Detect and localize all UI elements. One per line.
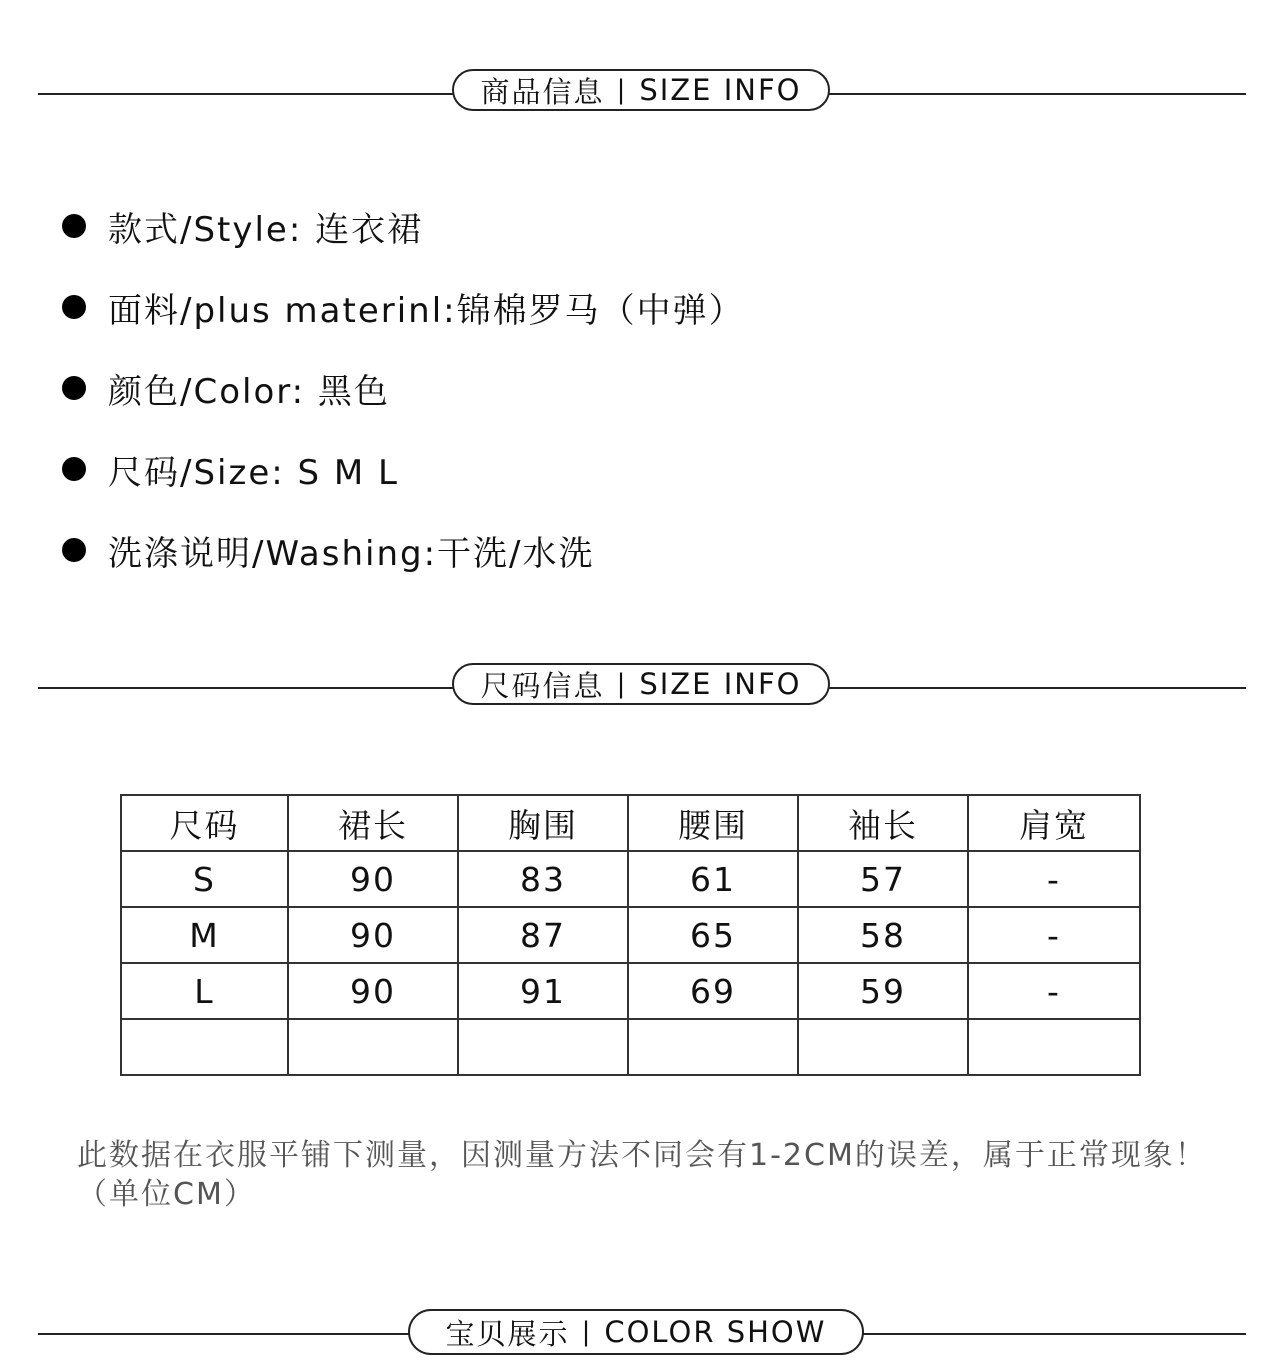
info-text: 款式/Style: 连衣裙 bbox=[108, 209, 424, 250]
table-row bbox=[121, 851, 1140, 907]
size-info-header bbox=[38, 663, 1246, 713]
table-row bbox=[121, 963, 1140, 1019]
table-header-cell: 胸围 bbox=[458, 795, 628, 851]
table-header-row bbox=[121, 795, 1140, 851]
table-header-cell: 袖长 bbox=[798, 795, 968, 851]
table-header-cell: 裙长 bbox=[288, 795, 458, 851]
table-cell: 59 bbox=[798, 963, 968, 1019]
info-style bbox=[62, 204, 423, 248]
table-cell: - bbox=[968, 851, 1140, 907]
table-cell: 90 bbox=[288, 907, 458, 963]
header-separator: | bbox=[616, 75, 628, 105]
table-cell: 90 bbox=[288, 963, 458, 1019]
table-cell bbox=[798, 1019, 968, 1075]
bullet-icon bbox=[62, 376, 86, 400]
info-text: 尺码/Size: S M L bbox=[108, 452, 399, 493]
table-cell bbox=[968, 1019, 1140, 1075]
table-cell: - bbox=[968, 963, 1140, 1019]
header-separator: | bbox=[616, 669, 628, 699]
header-cn: 尺码信息 bbox=[480, 668, 605, 703]
info-text: 面料/plus materinl:锦棉罗马（中弹） bbox=[108, 290, 745, 331]
header-cn: 商品信息 bbox=[480, 74, 605, 109]
table-cell: L bbox=[121, 963, 288, 1019]
info-washing bbox=[62, 528, 594, 572]
table-cell: M bbox=[121, 907, 288, 963]
header-en: SIZE INFO bbox=[639, 73, 802, 107]
info-size bbox=[62, 447, 399, 491]
bullet-icon bbox=[62, 295, 86, 319]
table-cell: 91 bbox=[458, 963, 628, 1019]
bullet-icon bbox=[62, 457, 86, 481]
product-info-header bbox=[38, 69, 1246, 119]
table-cell: 57 bbox=[798, 851, 968, 907]
table-row bbox=[121, 907, 1140, 963]
table-cell bbox=[288, 1019, 458, 1075]
header-pill bbox=[452, 69, 830, 111]
measurement-note: 此数据在衣服平铺下测量，因测量方法不同会有1-2CM的误差，属于正常现象！（单位CM） bbox=[77, 1138, 1207, 1212]
table-header-cell: 肩宽 bbox=[968, 795, 1140, 851]
header-en: COLOR SHOW bbox=[604, 1315, 827, 1349]
info-material bbox=[62, 285, 745, 329]
header-en: SIZE INFO bbox=[639, 667, 802, 701]
table-cell: 69 bbox=[628, 963, 798, 1019]
table-cell: 83 bbox=[458, 851, 628, 907]
info-text: 洗涤说明/Washing:干洗/水洗 bbox=[108, 533, 595, 574]
bullet-icon bbox=[62, 214, 86, 238]
header-cn: 宝贝展示 bbox=[445, 1316, 570, 1351]
table-cell: S bbox=[121, 851, 288, 907]
table-cell: 87 bbox=[458, 907, 628, 963]
header-separator: | bbox=[581, 1317, 593, 1347]
info-text: 颜色/Color: 黑色 bbox=[108, 371, 390, 412]
header-pill bbox=[452, 663, 830, 705]
table-cell bbox=[628, 1019, 798, 1075]
size-table bbox=[120, 794, 1141, 1076]
table-header-cell: 腰围 bbox=[628, 795, 798, 851]
color-show-header bbox=[38, 1309, 1246, 1359]
table-cell bbox=[458, 1019, 628, 1075]
table-header-cell: 尺码 bbox=[121, 795, 288, 851]
info-color bbox=[62, 366, 390, 410]
header-pill bbox=[408, 1309, 864, 1355]
table-cell: 90 bbox=[288, 851, 458, 907]
table-cell bbox=[121, 1019, 288, 1075]
table-cell: 65 bbox=[628, 907, 798, 963]
table-row bbox=[121, 1019, 1140, 1075]
table-cell: - bbox=[968, 907, 1140, 963]
table-cell: 58 bbox=[798, 907, 968, 963]
table-cell: 61 bbox=[628, 851, 798, 907]
bullet-icon bbox=[62, 538, 86, 562]
